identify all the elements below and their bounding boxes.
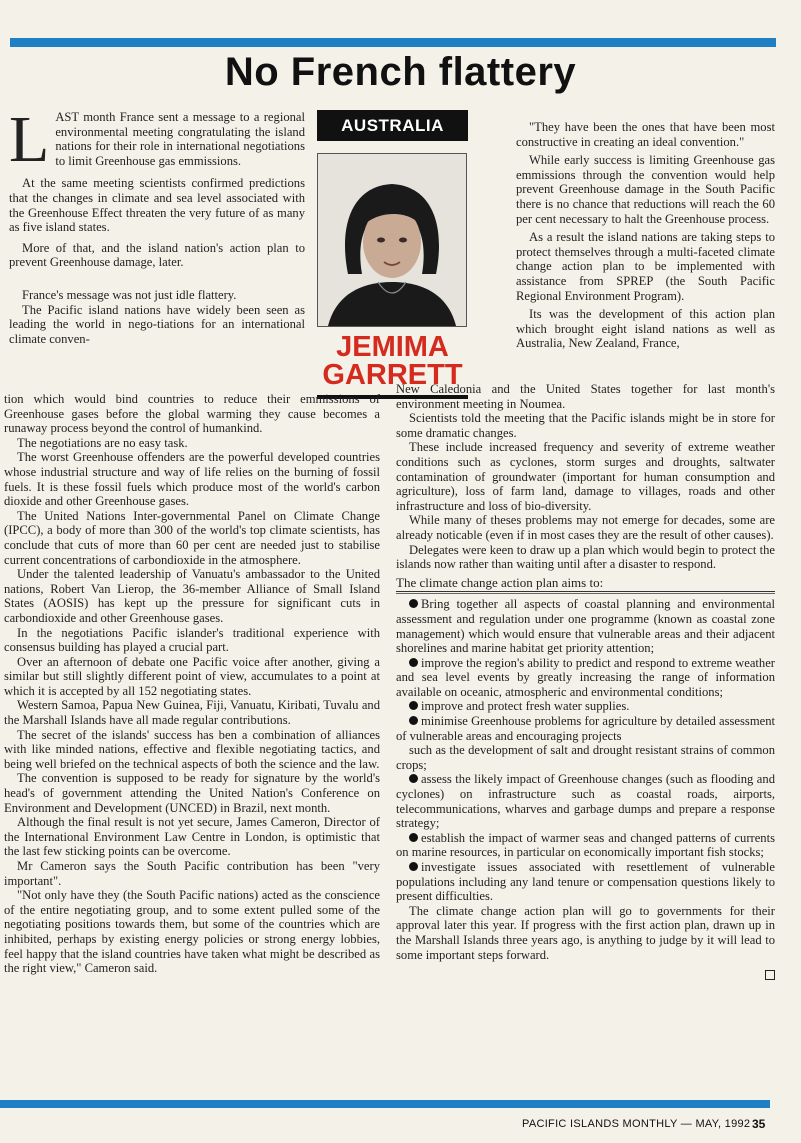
- bullet-icon: [409, 862, 418, 871]
- paragraph: Its was the development of this action plan which brought eight island nations as well as Australia, New Zealand, France,: [516, 307, 775, 351]
- bullet-icon: [409, 833, 418, 842]
- aims-divider: [396, 593, 775, 594]
- drop-cap: L: [9, 103, 50, 176]
- bullet-icon: [409, 658, 418, 667]
- article-column-right-lower: [396, 382, 775, 983]
- paragraph: The Pacific island nations have widely been seen as leading the world in nego-tiations for an international climate conven-: [9, 302, 305, 346]
- paragraph: The negotiations are no easy task.: [17, 435, 188, 450]
- paragraph: "They have been the ones that have been most constructive in creating an ideal convention.": [516, 120, 775, 149]
- article-column-3: [516, 120, 775, 351]
- aim-item: minimise Greenhouse problems for agriculture by detailed assessment of vulnerable areas and encouraging projects: [396, 714, 775, 743]
- paragraph: "Not only have they (the South Pacific nations) acted as the conscience of the entire negotiating group, and to some extent pulled some of the negotiating positions towards them, but some of the countries which are inhibited, perhaps by existing energy policies or strong energy lobbies, feel happy that the island countries have taken what might be described as the right view," Cameron said.: [4, 888, 380, 976]
- paragraph: While many of theses problems may not emerge for decades, some are already noticable (even if in most cases they are the result of other causes).: [396, 513, 775, 542]
- end-mark-row: [396, 968, 775, 983]
- paragraph: At the same meeting scientists confirmed predictions that the changes in climate and sea level associated with the Greenhouse Effect threaten the very future of as many as five island states.: [9, 176, 305, 235]
- paragraph: Over an afternoon of debate one Pacific voice after another, giving a similar but still slightly different point of view, accumulates to a point at which it is accepted by all 152 negotiating states.: [4, 654, 380, 698]
- paragraph: As a result the island nations are taking steps to protect themselves through a multi-faceted climate change action plan to be implemented with assistance from SPREP (the South Pacific Regional Environment Program).: [516, 230, 775, 303]
- article-column-1: [9, 103, 305, 346]
- aim-item: improve and protect fresh water supplies.: [396, 699, 775, 714]
- paragraph: While early success is limiting Greenhouse gas emmissions through the convention would help prevent Greenhouse damage in the South Pacific there is no chance that reductions will reach the 60 per cent necessary to halt the Greenhouse process.: [516, 153, 775, 226]
- bullet-icon: [409, 599, 418, 608]
- paragraph: The convention is supposed to be ready for signature by the world's head's of government attending the United Nation's Conference on Environment and Development (UNCED) in Brazil, next month.: [4, 771, 380, 815]
- paragraph: The secret of the islands' success has ben a combination of alliances with like minded nations, effective and flexible negotiating tactics, and being well briefed on the technical aspects of both the science and the law.: [4, 727, 380, 771]
- paragraph: Under the talented leadership of Vanuatu's ambassador to the United nations, Robert Van Lierop, the 36-member Alliance of Small Island States (AOSIS) has kept up the pressure for significant cuts in carbondioxide and other Greenhouse gases.: [4, 567, 380, 625]
- paragraph: tion which would bind countries to reduce their emmissions of Greenhouse gases before the global warming they cause becomes a runaway process beyond the control of humankind.: [4, 392, 380, 436]
- paragraph: These include increased frequency and severity of extreme weather conditions such as cyclones, storm surges and droughts, saltwater contamination of groundwater (important for human consumption and agriculture), loss of farm land, damage to villages, roads and other infrastructure and loss of bio-diversity.: [396, 440, 775, 513]
- bullet-icon: [409, 774, 418, 783]
- paragraph: The climate change action plan will go to governments for their approval later this year. If progress with the first action plan, drawn up in the Marshall Islands three years ago, is anything to judge by it will lead to some important steps forward.: [396, 903, 775, 962]
- aim-item: improve the region's ability to predict and respond to extreme weather and sea level events by greatly increasing the range of information available on oceanic, atmospheric and environmental conditions;: [396, 655, 775, 699]
- bottom-color-bar: [0, 1100, 770, 1108]
- section-tag: AUSTRALIA: [317, 110, 468, 141]
- page-number: 35: [752, 1117, 766, 1131]
- aim-item: Bring together all aspects of coastal planning and environmental assessment and regulation under one programme (known as coastal zone management) which would ensure that vulnerable areas and their adjacent shorelines and marine habitat get priority attention;: [396, 597, 775, 656]
- paragraph: Delegates were keen to draw up a plan which would begin to protect the islands now rather than waiting until after a disaster to respond.: [396, 542, 775, 572]
- article-column-wide: [4, 392, 380, 976]
- paragraph: The worst Greenhouse offenders are the powerful developed countries whose industrial structure and way of life relies on the burning of fossil fuels. It is these fossil fuels which produce most of the world's carbon dioxide and other Greenhouse gases.: [4, 450, 380, 509]
- aim-item-continued: such as the development of salt and drought resistant strains of common crops;: [396, 743, 775, 772]
- paragraph: LAST month France sent a message to a regional environmental meeting congratulating the island nations for their role in international negotiations to limit Greenhouse gas emmissions.: [9, 103, 305, 176]
- paragraph: Although the final result is not yet secure, James Cameron, Director of the International Environment Law Centre in London, is optimistic that the last few sticking points can be overcome.: [4, 815, 380, 859]
- paragraph: In the negotiations Pacific islander's traditional experience with consensus building has played a crucial part.: [4, 625, 380, 655]
- end-of-article-icon: [765, 970, 775, 980]
- paragraph: Western Samoa, Papua New Guinea, Fiji, Vanuatu, Kiribati, Tuvalu and the Marshall Islands have all made regular contributions.: [4, 698, 380, 728]
- author-portrait-icon: [318, 154, 466, 326]
- publication-footer: PACIFIC ISLANDS MONTHLY — MAY, 1992: [522, 1118, 751, 1130]
- byline-box: [317, 110, 468, 399]
- bullet-icon: [409, 701, 418, 710]
- headline: No French flattery: [224, 50, 577, 94]
- paragraph: New Caledonia and the United States together for last month's environment meeting in Noumea.: [396, 382, 775, 411]
- top-color-bar: [10, 38, 776, 47]
- paragraph: Scientists told the meeting that the Pacific islands might be in store for some dramatic changes.: [396, 411, 775, 440]
- paragraph: More of that, and the island nation's action plan to prevent Greenhouse damage, later.: [9, 240, 305, 270]
- paragraph: France's message was not just idle flattery.: [22, 287, 237, 302]
- bullet-icon: [409, 716, 418, 725]
- aim-item: establish the impact of warmer seas and changed patterns of currents on marine resources, in particular on economically important fish stocks;: [396, 830, 775, 860]
- aims-heading: The climate change action plan aims to:: [396, 576, 775, 593]
- author-photo: [317, 153, 467, 327]
- paragraph: The United Nations Inter-governmental Panel on Climate Change (IPCC), a body of more than 300 of the world's top climate scientists, has conclude that cuts of more than 60 per cent are needed just to stabilise current concentrations of carbondioxide in the atmosphere.: [4, 508, 380, 567]
- author-name: JEMIMA GARRETT: [322, 331, 463, 391]
- paragraph: Mr Cameron says the South Pacific contribution has been "very important".: [4, 859, 380, 888]
- aim-item: assess the likely impact of Greenhouse changes (such as flooding and cyclones) on infrastructure such as coastal roads, airports, telecommunications, wharves and garbage dumps and prepare a response strategy;: [396, 772, 775, 831]
- aim-item: investigate issues associated with resettlement of vulnerable populations including any land tenure or compensation questions likely to present difficulties.: [396, 860, 775, 904]
